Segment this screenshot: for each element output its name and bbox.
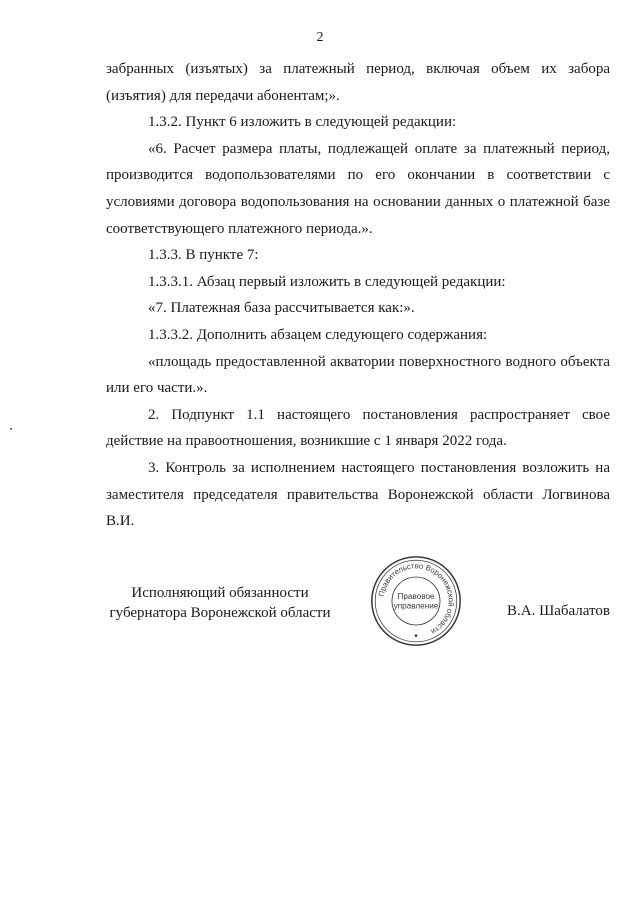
paragraph-1-3-3-1: 1.3.3.1. Абзац первый изложить в следующей редакции: [148, 273, 506, 290]
scan-artifact-dot [10, 428, 12, 430]
paragraph-3: 3. Контроль за исполнением настоящего постановления возложить на заместителя председателя правительства Воронежской области Логвинова В.И. [106, 459, 610, 530]
paragraph-1-3-3-2: 1.3.3.2. Дополнить абзацем следующего содержания: [148, 326, 488, 343]
paragraph-quote-6: «6. Расчет размера платы, подлежащей оплате за платежный период, производится водопользователями по его окончании в соответствии с условиями договора водопользования на основании данных о платежной базе соответствующего платежного периода.». [106, 140, 610, 237]
seal-ring-textpath: Правительство Воронежской области [376, 561, 456, 637]
paragraph-2: 2. Подпункт 1.1 настоящего постановления распространяет свое действие на правоотношения, возникшие с 1 января 2022 года. [106, 406, 610, 450]
paragraph-quote-7: «7. Платежная база рассчитывается как:». [148, 300, 415, 317]
paragraph-1-3-3: 1.3.3. В пункте 7: [148, 247, 259, 264]
seal-center-line2: управление [393, 601, 439, 611]
signatory-name: В.А. Шабалатов [507, 603, 610, 619]
paragraph-quote-area: «площадь предоставленной акватории поверхностного водного объекта или его части.». [106, 353, 610, 397]
seal-center-line1: Правовое [397, 592, 435, 602]
seal-bottom-dot [415, 634, 418, 637]
page-number: 2 [316, 30, 324, 45]
signatory-position [106, 583, 334, 623]
signatory-position-line1: Исполняющий обязанности [131, 585, 309, 601]
official-seal [368, 553, 464, 649]
document-body [106, 56, 610, 535]
paragraph-1-3-2: 1.3.2. Пункт 6 изложить в следующей редакции: [148, 114, 457, 131]
paragraph-continuation: забранных (изъятых) за платежный период, включая объем их забора (изъятия) для передачи абонентам;». [106, 61, 610, 104]
signatory-position-line2: губернатора Воронежской области [109, 605, 331, 621]
